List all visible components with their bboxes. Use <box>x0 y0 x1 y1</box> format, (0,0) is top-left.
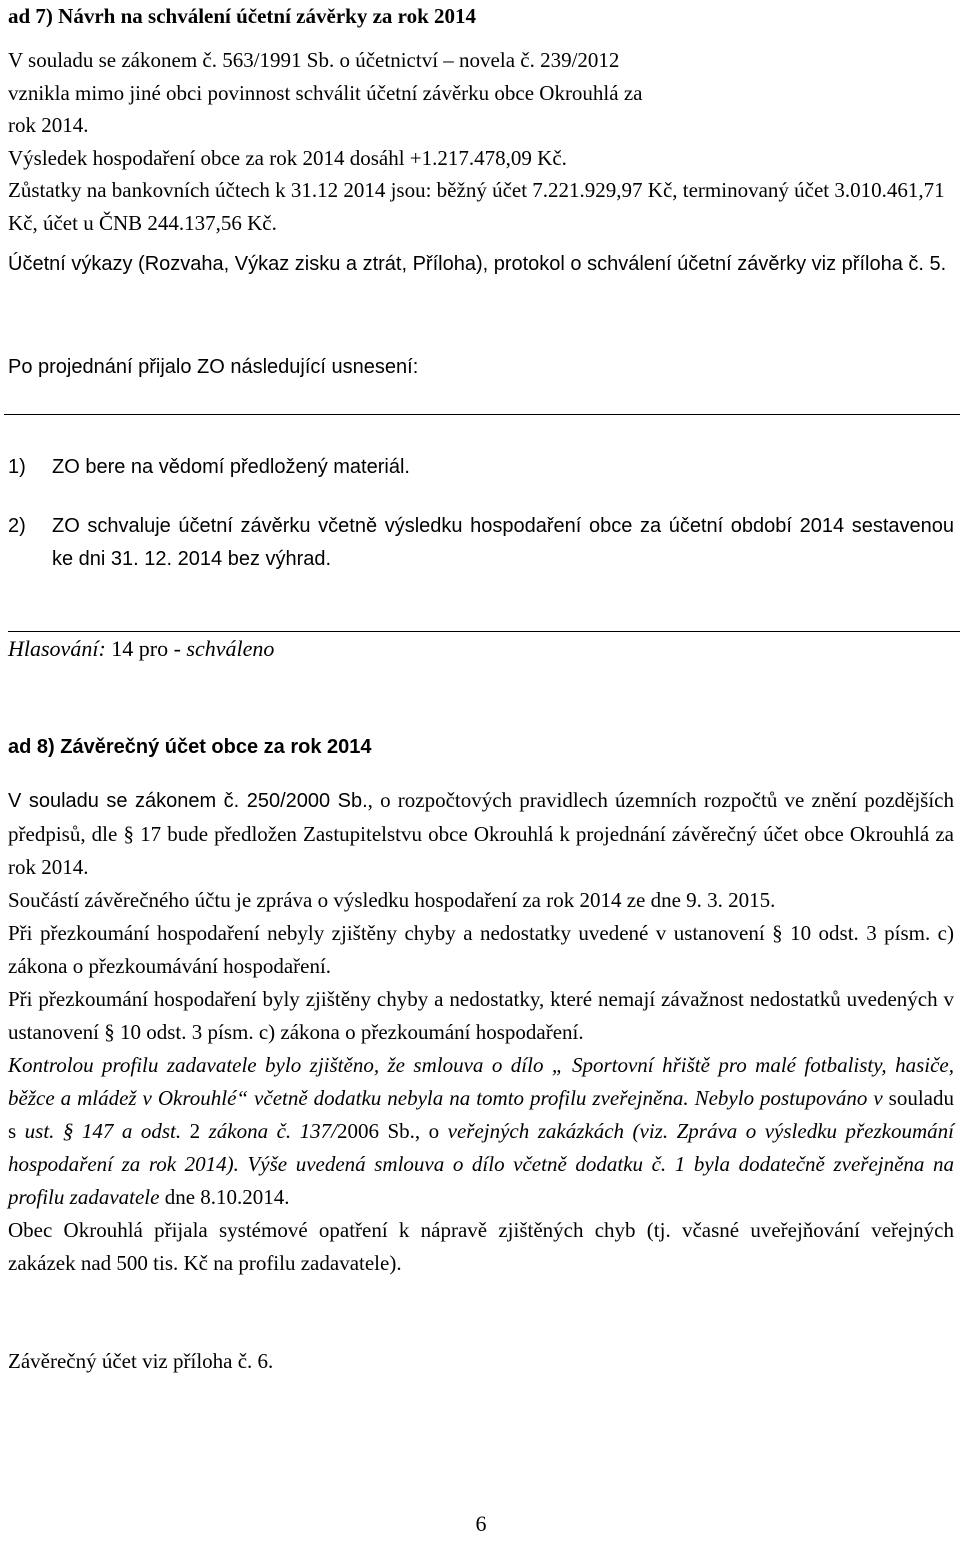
item-number: 1) <box>8 456 26 478</box>
law-paragraph-rest: , o rozpočtových pravidlech územních rozpočtů ve znění pozdějších předpisů, dle § 17 bude předložen Zastupitelstvu obce Okrouhlá k projednání závěrečný účet obce Okrouhlá za rok 2014. <box>8 788 954 879</box>
divider-line <box>4 414 960 415</box>
audit-errors-paragraph: Při přezkoumání hospodaření byly zjištěny chyby a nedostatky, které nemají závažnost nedostatků uvedených v ustanovení § 10 odst. 3 písm. c) zákona o přezkoumání hospodaření. <box>8 987 954 1044</box>
vote-count: 14 pro - <box>105 636 187 661</box>
section-7-heading: ad 7) Návrh na schválení účetní závěrky za rok 2014 <box>8 4 477 28</box>
resolution-intro: Po projednání přijalo ZO následující usnesení: <box>8 356 419 378</box>
contract-text-italic: zákona č. 137/ <box>208 1119 337 1143</box>
contract-text: 2006 Sb., o <box>337 1119 448 1143</box>
contract-text-italic: ust. § 147 a odst. <box>24 1119 190 1143</box>
result-paragraph: Výsledek hospodaření obce za rok 2014 dosáhl +1.217.478,09 Kč. <box>8 145 567 170</box>
resolution-item <box>8 451 954 484</box>
vote-line <box>8 633 954 666</box>
law-paragraph-lead: V souladu se zákonem č. 250/2000 Sb. <box>8 790 368 812</box>
contract-text-italic: veřejných zakázkách (viz. Zpráva o výsledku přezkoumání hospodaření za rok 2014). Výše uvedená smlouva o dílo včetně dodatku č. 1 byla dodatečně zveřejněna na profilu zadavatele <box>8 1119 955 1209</box>
report-paragraph: Součástí závěrečného účtu je zpráva o výsledku hospodaření za rok 2014 ze dne 9. 3. 2015. <box>8 888 776 912</box>
contract-text: 2 <box>189 1119 209 1143</box>
bank-balances-paragraph: Zůstatky na bankovních účtech k 31.12 2014 jsou: běžný účet 7.221.929,97 Kč, terminovaný účet 3.010.461,71 Kč, účet u ČNB 244.137,56 Kč. <box>8 178 945 235</box>
item-text: ZO bere na vědomí předložený materiál. <box>52 456 410 478</box>
item-text: ZO schvaluje účetní závěrku včetně výsledku hospodaření obce za účetní období 2014 sestavenou ke dni 31. 12. 2014 bez výhrad. <box>52 515 954 570</box>
vote-result: schváleno <box>186 636 275 661</box>
divider-line <box>8 631 960 632</box>
section-8-heading: ad 8) Závěrečný účet obce za rok 2014 <box>8 736 372 758</box>
section-8-body <box>8 784 954 1280</box>
vote-label: Hlasování: <box>8 636 106 661</box>
reports-paragraph: Účetní výkazy (Rozvaha, Výkaz zisku a ztrát, Příloha), protokol o schválení účetní závěrky viz příloha č. 5. <box>8 253 947 275</box>
resolution-item <box>8 510 954 575</box>
audit-no-errors-paragraph: Při přezkoumání hospodaření nebyly zjištěny chyby a nedostatky uvedené v ustanovení § 10 odst. 3 písm. c) zákona o přezkoumávání hospodaření. <box>8 921 954 978</box>
measures-paragraph: Obec Okrouhlá přijala systémové opatření k nápravě zjištěných chyb (tj. včasné uveřejňování veřejných zakázek nad 500 tis. Kč na profilu zadavatele). <box>8 1218 954 1275</box>
section-7-body <box>8 44 954 239</box>
item-number: 2) <box>8 515 26 537</box>
law-reference-paragraph: V souladu se zákonem č. 563/1991 Sb. o účetnictví – novela č. 239/2012 vznikla mimo jiné obci povinnost schválit účetní závěrku obce Okrouhlá za rok 2014. <box>8 48 643 137</box>
contract-paragraph <box>8 1049 954 1214</box>
contract-text: souladu s <box>8 1086 954 1143</box>
law-paragraph <box>8 784 954 884</box>
attachment-reference: Závěrečný účet viz příloha č. 6. <box>8 1349 274 1373</box>
contract-text-italic: Kontrolou profilu zadavatele bylo zjištěno, že smlouva o dílo „ Sportovní hřiště pro malé fotbalisty, hasiče, běžce a mládež v Okrouhlé“ včetně dodatku nebyla na tomto profilu zveřejněna. Nebylo postupováno v <box>8 1053 954 1110</box>
contract-text: dne 8.10.2014. <box>159 1185 290 1209</box>
page-number: 6 <box>475 1511 487 1536</box>
